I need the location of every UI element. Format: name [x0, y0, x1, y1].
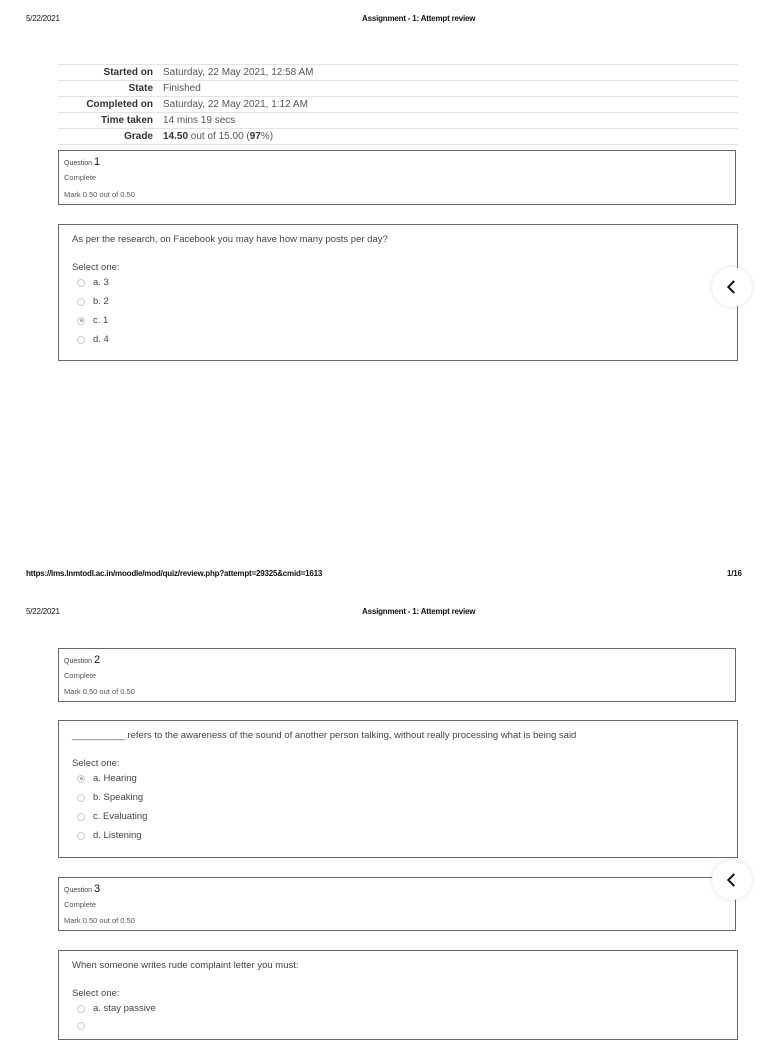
question-number: [64, 156, 100, 168]
header-title: Assignment - 1: Attempt review: [362, 607, 476, 616]
header-date: 5/22/2021: [26, 14, 60, 23]
question-text: As per the research, on Facebook you may have how many posts per day?: [72, 234, 388, 245]
summary-label: Grade: [124, 131, 153, 142]
question-text: __________ refers to the awareness of the sound of another person talking, without really processing what is being said: [72, 730, 577, 741]
question-content-1: [58, 224, 738, 361]
summary-label: Time taken: [100, 115, 153, 126]
header-title: Assignment - 1: Attempt review: [362, 14, 476, 23]
answer-option[interactable]: [77, 792, 143, 803]
grade-score: 14.50: [163, 131, 189, 142]
option-label: a. 3: [93, 277, 109, 288]
question-num: 2: [93, 654, 101, 666]
answer-option[interactable]: [77, 296, 109, 307]
footer-url[interactable]: https://lms.lnmtodl.ac.in/moodle/mod/quiz/review.php?attempt=29325&cmid=1613: [26, 569, 323, 578]
answer-option[interactable]: [77, 773, 137, 784]
question-info-2: [58, 648, 736, 702]
summary-label: Started on: [103, 67, 153, 78]
answer-option[interactable]: [77, 334, 109, 345]
question-text: When someone writes rude complaint letter you must:: [72, 960, 299, 971]
radio-button[interactable]: [77, 298, 85, 306]
answer-option[interactable]: [77, 1003, 156, 1014]
option-label: d. 4: [93, 334, 109, 345]
summary-row-started: [58, 64, 738, 80]
radio-button[interactable]: [77, 832, 85, 840]
chevron-left-icon: [723, 871, 741, 889]
question-prefix: Question: [64, 160, 93, 167]
radio-button[interactable]: [77, 794, 85, 802]
question-mark: Mark 0.50 out of 0.50: [64, 916, 135, 925]
attempt-summary-table: [58, 64, 738, 145]
summary-row-state: [58, 80, 738, 96]
question-status: Complete: [64, 671, 97, 680]
radio-button-selected[interactable]: [77, 775, 85, 783]
answer-option[interactable]: [77, 315, 108, 326]
select-one-label: Select one:: [72, 988, 120, 999]
select-one-label: Select one:: [72, 758, 120, 769]
summary-row-completed: [58, 96, 738, 112]
question-num: 3: [93, 883, 101, 895]
answer-option[interactable]: [77, 1022, 93, 1030]
grade-percent: 97: [249, 131, 261, 142]
summary-row-time: [58, 112, 738, 128]
radio-button[interactable]: [77, 1005, 85, 1013]
summary-value: Finished: [163, 83, 201, 94]
summary-value: Saturday, 22 May 2021, 1:12 AM: [163, 99, 308, 110]
option-label: c. Evaluating: [93, 811, 148, 822]
option-label: a. stay passive: [93, 1003, 156, 1014]
question-status: Complete: [64, 173, 97, 182]
option-label: a. Hearing: [93, 773, 137, 784]
question-prefix: Question: [64, 887, 93, 894]
nav-drawer-button[interactable]: [712, 267, 752, 307]
question-prefix: Question: [64, 658, 93, 665]
answer-option[interactable]: [77, 811, 147, 822]
summary-row-grade: [58, 128, 738, 145]
question-content-3: [58, 950, 738, 1040]
nav-drawer-button[interactable]: [712, 860, 752, 900]
question-content-2: [58, 720, 738, 858]
question-info-1: [58, 150, 736, 205]
option-label: c. 1: [93, 315, 109, 326]
radio-button[interactable]: [77, 336, 85, 344]
grade-mid: out of 15.00 (: [188, 131, 250, 142]
summary-label: Completed on: [86, 99, 153, 110]
grade-value: [153, 131, 273, 142]
option-label: b. 2: [93, 296, 109, 307]
question-mark: Mark 0.50 out of 0.50: [64, 190, 135, 199]
radio-button[interactable]: [77, 813, 85, 821]
grade-end: %): [260, 131, 274, 142]
question-status: Complete: [64, 900, 97, 909]
summary-value: 14 mins 19 secs: [163, 115, 236, 126]
question-number: [64, 883, 100, 895]
question-mark: Mark 0.50 out of 0.50: [64, 687, 135, 696]
question-number: [64, 654, 100, 666]
question-info-3: [58, 877, 736, 931]
footer-page-number: 1/16: [727, 569, 742, 578]
radio-button[interactable]: [77, 1022, 85, 1030]
select-one-label: Select one:: [72, 262, 120, 273]
radio-button-selected[interactable]: [77, 317, 85, 325]
summary-value: Saturday, 22 May 2021, 12:58 AM: [163, 67, 314, 78]
header-date: 5/22/2021: [26, 607, 60, 616]
summary-label: State: [128, 83, 153, 94]
answer-option[interactable]: [77, 830, 142, 841]
chevron-left-icon: [723, 278, 741, 296]
option-label: d. Listening: [93, 830, 142, 841]
radio-button[interactable]: [77, 279, 85, 287]
question-num: 1: [93, 156, 101, 168]
option-label: b. Speaking: [93, 792, 144, 803]
answer-option[interactable]: [77, 277, 109, 288]
